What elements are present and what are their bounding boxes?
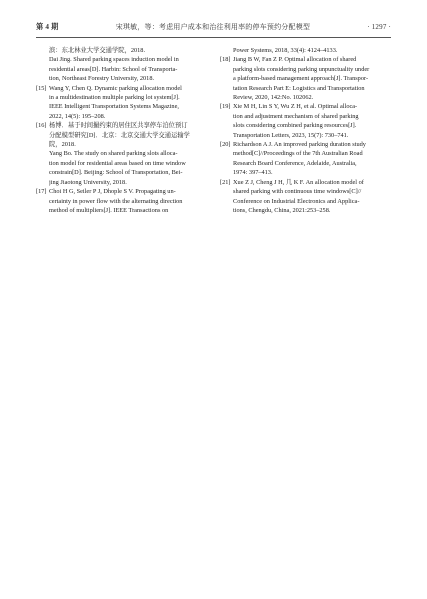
- reference-text: [233, 55, 391, 102]
- page-header: [36, 20, 391, 34]
- reference-entry: [36, 121, 207, 187]
- header-rule: [36, 37, 391, 38]
- reference-line: 分配模型研究[D]．北京：北京交通大学交通运输学: [49, 131, 190, 139]
- reference-line: slots considering combined parking resources[J].: [233, 122, 357, 130]
- reference-line: Jiang B W, Fan Z P. Optimal allocation of shared: [233, 56, 357, 64]
- reference-number: [21]: [220, 178, 231, 186]
- reference-entry: [220, 102, 391, 140]
- right-reference-column: [220, 46, 391, 215]
- reference-line: Research Board Conference, Adelaide, Australia,: [233, 159, 357, 167]
- reference-entry: [36, 187, 207, 215]
- reference-line: parking slots considering parking unpunctuality under: [233, 65, 370, 73]
- reference-number: [19]: [220, 103, 231, 111]
- reference-entry: [36, 84, 207, 122]
- reference-entry: [220, 140, 391, 178]
- reference-line: 2022, 14(5): 195–208.: [49, 112, 106, 120]
- reference-line: jing Jiaotong University, 2018.: [49, 178, 127, 186]
- reference-text: [49, 84, 207, 122]
- left-reference-column: [36, 46, 207, 215]
- reference-line: tions, Chengdu, China, 2021:253–258.: [233, 206, 331, 214]
- reference-line: Richardson A J. An improved parking duration study: [233, 141, 366, 149]
- page-number: · 1297 ·: [367, 23, 391, 31]
- reference-entry: [220, 55, 391, 102]
- running-title: 宋琪敏，等：考虑用户成本和治往利用率的停车预约分配模型: [115, 23, 311, 31]
- reference-number: [17]: [36, 188, 47, 196]
- reference-line: Review, 2020, 142:No. 102062.: [233, 94, 314, 102]
- reference-line: shared parking with continuous time windows[C]//: [233, 188, 362, 196]
- reference-continuation-line: Power Systems, 2018, 33(4): 4124–4133.: [233, 47, 338, 54]
- reference-text: [49, 187, 207, 215]
- reference-line: tion model for residential areas based on time window: [49, 159, 186, 167]
- reference-line: method[C]//Proceedings of the 7th Australian Road: [233, 150, 363, 158]
- reference-line: Transportation Letters, 2023, 15(7): 730–741.: [233, 131, 349, 139]
- reference-line: a platform-based management approach[J]. Transpor-: [233, 75, 369, 83]
- reference-continuation-line: Dai Jing. Shared parking spaces induction model in: [49, 56, 179, 64]
- reference-line: 院，2018.: [49, 141, 76, 149]
- reference-number: [15]: [36, 84, 47, 92]
- reference-line: Yang Bo. The study on shared parking slots alloca-: [49, 150, 178, 158]
- reference-number: [18]: [220, 56, 231, 64]
- reference-line: Xue Z J, Cheng J H, 几 K F. An allocation model of: [233, 178, 364, 186]
- reference-line: 杨博．基于时间撮约束的居住区共享停车泊位预订: [49, 122, 188, 130]
- reference-line: method of multipliers[J]. IEEE Transactions on: [49, 206, 169, 214]
- reference-continuation-line: residential areas[D]. Harbin: School of Transporta-: [49, 65, 178, 73]
- issue-label: 第 4 期: [36, 23, 59, 31]
- reference-entry: [220, 178, 391, 216]
- reference-line: tion and adjustment mechanism of shared parking: [233, 112, 359, 120]
- reference-text: [233, 102, 391, 140]
- reference-line: Conference on Industrial Electronics and Applica-: [233, 197, 360, 205]
- reference-line: 1974: 397–413.: [233, 169, 273, 177]
- reference-line: IEEE Intelligent Transportation Systems Magazine,: [49, 103, 179, 111]
- reference-line: certainty in power flow with the alternating direction: [49, 197, 183, 205]
- reference-line: Xie M H, Lin S Y, Wu Z H, et al. Optimal alloca-: [233, 103, 358, 111]
- reference-text: [49, 121, 207, 187]
- reference-text: [233, 140, 391, 178]
- reference-text: [233, 178, 391, 216]
- reference-number: [16]: [36, 122, 47, 130]
- reference-line: tation Research Part E: Logistics and Transportation: [233, 84, 365, 92]
- reference-line: Wang Y, Chen Q. Dynamic parking allocation model: [49, 84, 182, 92]
- reference-line: Choi H G, Seiler P J, Dhople S V. Propagating un-: [49, 188, 176, 196]
- reference-continuation-line: tion, Northeast Forestry University, 2018.: [49, 75, 155, 83]
- reference-line: in a multidestination multiple parking lot system[J].: [49, 94, 180, 102]
- reference-number: [20]: [220, 141, 231, 149]
- reference-continuation-line: 滨：东北林业大学交通学院，2018.: [49, 47, 146, 54]
- reference-line: constrain[D]. Beijing: School of Transportation, Bei-: [49, 169, 183, 177]
